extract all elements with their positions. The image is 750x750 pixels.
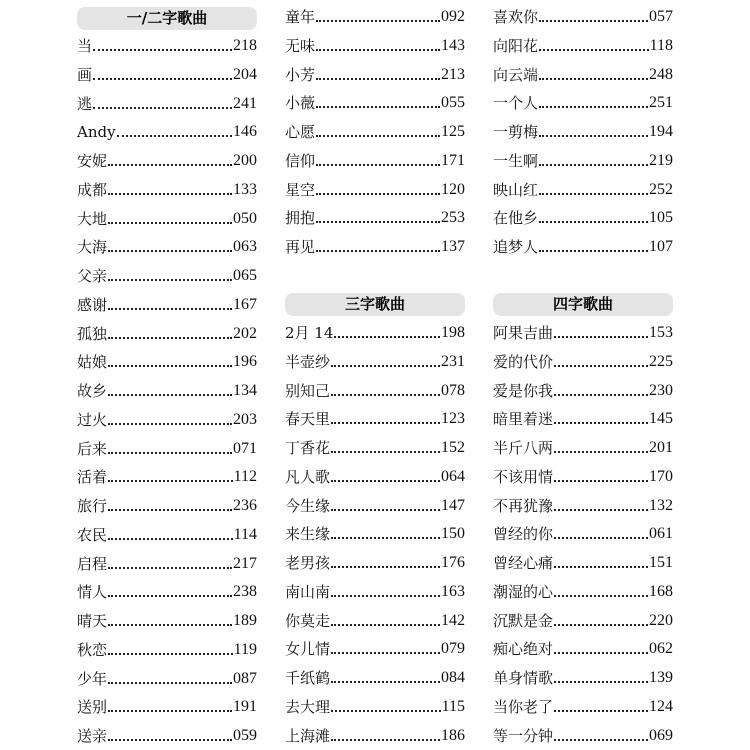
page-number: 236 [233, 497, 257, 514]
page-number: 055 [441, 94, 465, 112]
dot-leader [554, 480, 648, 482]
dot-leader [539, 135, 648, 137]
page-number: 251 [649, 94, 673, 112]
page-number: 163 [441, 582, 465, 600]
index-entry [77, 180, 257, 200]
page-number: 176 [441, 554, 465, 571]
dot-leader [331, 422, 440, 424]
index-entry [493, 409, 673, 429]
dot-leader [539, 20, 648, 22]
song-title: 向阳花 [493, 36, 539, 55]
page-number: 084 [441, 669, 465, 686]
page-number: 150 [441, 525, 465, 543]
song-title: 再见 [285, 238, 316, 256]
page-number: 071 [233, 439, 257, 457]
song-title: 旅行 [77, 497, 108, 515]
index-entry [493, 180, 673, 200]
dot-leader [316, 221, 440, 223]
dot-leader [554, 451, 648, 453]
song-title: 追梦人 [493, 238, 539, 256]
song-title: 孤独 [77, 324, 108, 343]
song-title: 父亲 [77, 267, 108, 285]
song-title: 单身情歌 [493, 669, 554, 687]
page-number: 152 [441, 439, 465, 456]
index-entry [77, 467, 257, 487]
dot-leader [331, 652, 440, 654]
page-number: 146 [233, 123, 257, 141]
song-title: 逃 [77, 94, 93, 113]
page-number: 079 [441, 640, 465, 658]
index-entry [77, 669, 257, 689]
dot-leader [108, 538, 233, 540]
index-entry [77, 439, 257, 459]
index-entry [77, 65, 257, 85]
song-title: 去大理 [285, 697, 331, 716]
song-title: 成都 [77, 180, 108, 199]
index-entry [285, 409, 465, 429]
dot-leader [554, 537, 648, 539]
index-entry [77, 410, 257, 430]
page-number: 115 [441, 697, 465, 715]
dot-leader [539, 78, 648, 80]
dot-leader [117, 135, 232, 137]
song-title: 春天里 [285, 410, 331, 429]
page-number: 186 [441, 726, 465, 744]
index-entry [77, 496, 257, 516]
dot-leader [108, 682, 232, 684]
index-entry [77, 295, 257, 315]
song-title: 送亲 [77, 727, 108, 745]
index-entry [493, 122, 673, 142]
index-entry [77, 122, 257, 142]
page-number: 064 [441, 467, 465, 485]
song-title: 后来 [77, 439, 108, 458]
song-title: 农民 [77, 525, 108, 544]
dot-leader [554, 394, 648, 396]
dot-leader [539, 106, 648, 108]
song-title: 在他乡 [493, 209, 539, 228]
page-number: 189 [233, 612, 257, 629]
dot-leader [554, 336, 648, 338]
dot-leader [108, 337, 232, 339]
index-entry [493, 237, 673, 257]
page-number: 203 [233, 410, 257, 428]
song-title: 星空 [285, 180, 316, 199]
dot-leader [331, 739, 440, 741]
page-number: 124 [649, 697, 673, 715]
page-number: 153 [649, 324, 673, 341]
song-title: 暗里着迷 [493, 410, 554, 429]
index-entry [493, 36, 673, 56]
song-title: 千纸鹤 [285, 669, 331, 687]
song-title: 爱的代价 [493, 352, 554, 371]
song-title: 童年 [285, 8, 316, 26]
page-number: 219 [649, 151, 673, 169]
page-number: 168 [649, 582, 673, 600]
index-entry [493, 611, 673, 631]
index-entry [493, 323, 673, 343]
song-title: 阿果吉曲 [493, 324, 554, 342]
page-number: 143 [441, 36, 465, 54]
index-entry [285, 151, 465, 171]
page-number: 218 [233, 37, 257, 54]
index-entry [493, 438, 673, 458]
song-title: 半斤八两 [493, 439, 554, 457]
song-title: 丁香花 [285, 439, 331, 457]
index-entry [77, 525, 257, 545]
page-number: 225 [649, 352, 673, 370]
index-entry [493, 381, 673, 401]
index-entry [285, 496, 465, 516]
index-entry [285, 381, 465, 401]
page-number: 057 [649, 8, 673, 25]
dot-leader [316, 250, 440, 252]
dot-leader [331, 451, 440, 453]
index-entry [77, 266, 257, 286]
page-number: 231 [441, 352, 465, 370]
page-number: 078 [441, 381, 465, 399]
index-entry [285, 438, 465, 458]
dot-leader [316, 164, 440, 166]
dot-leader [554, 624, 648, 626]
page-number: 105 [649, 209, 673, 227]
song-title: 过火 [77, 410, 108, 429]
page-number: 151 [649, 554, 673, 571]
dot-leader [331, 509, 440, 511]
dot-leader [554, 509, 648, 511]
dot-leader [108, 365, 232, 367]
index-entry [285, 726, 465, 746]
index-entry [493, 65, 673, 85]
page-number: 201 [649, 439, 673, 456]
dot-leader [539, 164, 648, 166]
page-number: 133 [233, 180, 257, 198]
song-title: 小薇 [285, 94, 316, 113]
dot-leader [331, 681, 440, 683]
page-number: 191 [233, 698, 257, 716]
dot-leader [334, 336, 440, 338]
page-number: 118 [649, 36, 673, 54]
dot-leader [108, 710, 232, 712]
dot-leader [108, 452, 232, 454]
dot-leader [316, 193, 440, 195]
song-title: 当 [77, 37, 93, 55]
song-title: 小芳 [285, 65, 316, 84]
index-entry [285, 93, 465, 113]
section-header: 三字歌曲 [285, 293, 465, 316]
song-title: 来生缘 [285, 525, 331, 544]
index-entry [77, 237, 257, 257]
song-title: 喜欢你 [493, 8, 539, 26]
song-title: 感谢 [77, 295, 108, 314]
index-entry [285, 553, 465, 573]
song-title: 上海滩 [285, 726, 331, 745]
page-number: 050 [233, 209, 257, 227]
dot-leader [93, 49, 232, 51]
index-entry [77, 611, 257, 631]
song-title: 安妮 [77, 152, 108, 170]
song-title: 曾经的你 [493, 525, 554, 544]
song-title: 沉默是金 [493, 611, 554, 630]
song-title: 画 [77, 65, 93, 84]
song-title: 南山南 [285, 582, 331, 601]
song-title: Andy [77, 123, 116, 142]
index-entry [285, 697, 465, 717]
dot-leader [554, 652, 648, 654]
page-number: 065 [233, 267, 257, 284]
song-title: 曾经心痛 [493, 554, 554, 572]
section-header: 四字歌曲 [493, 293, 673, 316]
index-entry [493, 697, 673, 717]
dot-leader [108, 653, 233, 655]
song-title: 向云端 [493, 65, 539, 84]
song-title: 不再犹豫 [493, 496, 554, 515]
dot-leader [108, 222, 232, 224]
index-entry [77, 209, 257, 229]
song-title: 启程 [77, 554, 108, 573]
page-number: 198 [441, 324, 465, 341]
page-number: 252 [649, 180, 673, 198]
index-entry [285, 65, 465, 85]
index-entry [493, 7, 673, 27]
page-number: 137 [441, 238, 465, 255]
dot-leader [108, 595, 232, 597]
page-number: 230 [649, 381, 673, 399]
page-number: 196 [233, 353, 257, 371]
dot-leader [93, 78, 232, 80]
page-number: 248 [649, 65, 673, 83]
dot-leader [539, 49, 649, 51]
page-number: 139 [649, 669, 673, 686]
song-title: 送别 [77, 698, 108, 717]
index-entry [77, 640, 257, 660]
dot-leader [316, 135, 440, 137]
dot-leader [108, 423, 232, 425]
page-number: 238 [233, 583, 257, 601]
song-title: 一个人 [493, 94, 539, 113]
song-title: 你莫走 [285, 611, 331, 630]
dot-leader [108, 394, 232, 396]
dot-leader [331, 710, 441, 712]
dot-leader [108, 480, 233, 482]
song-title: 一生啊 [493, 151, 539, 170]
page-number: 061 [649, 525, 673, 543]
index-entry [77, 352, 257, 372]
song-title: 今生缘 [285, 496, 331, 515]
index-entry [493, 524, 673, 544]
index-entry [285, 582, 465, 602]
index-entry [493, 668, 673, 688]
dot-leader [554, 595, 648, 597]
page-number: 132 [649, 496, 673, 514]
dot-leader [316, 49, 440, 51]
page-number: 142 [441, 611, 465, 629]
song-title: 秋恋 [77, 640, 108, 659]
index-entry [493, 553, 673, 573]
dot-leader [331, 624, 440, 626]
page-number: 241 [233, 94, 257, 112]
index-entry [285, 467, 465, 487]
index-entry [285, 208, 465, 228]
page-number: 125 [441, 123, 465, 140]
index-entry [493, 352, 673, 372]
page-number: 217 [233, 554, 257, 572]
song-title: 拥抱 [285, 209, 316, 228]
dot-leader [539, 221, 648, 223]
dot-leader [331, 595, 440, 597]
song-title: 不该用情 [493, 467, 554, 486]
song-title: 映山红 [493, 180, 539, 199]
song-title: 晴天 [77, 612, 108, 630]
index-entry [285, 237, 465, 257]
page-number: 147 [441, 496, 465, 514]
index-entry [285, 611, 465, 631]
page-number: 204 [233, 65, 257, 83]
song-title: 痴心绝对 [493, 640, 554, 659]
index-entry [285, 122, 465, 142]
dot-leader [108, 308, 232, 310]
dot-leader [539, 193, 648, 195]
dot-leader [316, 106, 440, 108]
song-title: 一剪梅 [493, 123, 539, 141]
dot-leader [539, 250, 648, 252]
page-number: 107 [649, 238, 673, 255]
index-entry [77, 697, 257, 717]
index-entry [285, 668, 465, 688]
index-entry [285, 36, 465, 56]
page-number: 123 [441, 410, 465, 428]
index-entry [493, 93, 673, 113]
dot-leader [331, 394, 440, 396]
song-title: 爱是你我 [493, 381, 554, 400]
page-number: 114 [233, 525, 257, 543]
index-entry [285, 352, 465, 372]
song-title: 凡人歌 [285, 467, 331, 486]
dot-leader [93, 107, 232, 109]
index-entry [77, 554, 257, 574]
dot-leader [316, 78, 440, 80]
index-entry [77, 381, 257, 401]
dot-leader [316, 20, 440, 22]
dot-leader [108, 567, 232, 569]
section-header: 一/二字歌曲 [77, 7, 257, 30]
song-title: 大地 [77, 209, 108, 228]
index-entry [493, 208, 673, 228]
index-entry [77, 726, 257, 746]
dot-leader [554, 681, 648, 683]
page-number: 062 [649, 640, 673, 658]
dot-leader [554, 365, 648, 367]
page-number: 253 [441, 209, 465, 227]
song-title: 故乡 [77, 382, 108, 400]
song-title: 姑娘 [77, 353, 108, 372]
song-title: 2月 14 [285, 324, 334, 342]
dot-leader [108, 624, 232, 626]
page-number: 220 [649, 611, 673, 629]
song-title: 别知己 [285, 381, 331, 400]
dot-leader [554, 739, 648, 741]
page-number: 145 [649, 410, 673, 428]
page-number: 202 [233, 324, 257, 342]
song-title: 半壶纱 [285, 352, 331, 371]
index-entry [493, 496, 673, 516]
page-number: 059 [233, 727, 257, 744]
dot-leader [108, 739, 232, 741]
dot-leader [554, 566, 648, 568]
dot-leader [108, 509, 232, 511]
dot-leader [331, 537, 440, 539]
song-title: 心愿 [285, 123, 316, 141]
dot-leader [331, 480, 440, 482]
index-entry [285, 323, 465, 343]
index-entry [493, 639, 673, 659]
index-entry [77, 36, 257, 56]
page-number: 119 [233, 640, 257, 658]
page-number: 112 [233, 468, 257, 486]
index-entry [493, 467, 673, 487]
index-entry [493, 726, 673, 746]
song-title: 无味 [285, 36, 316, 55]
song-title: 少年 [77, 669, 108, 688]
song-title: 当你老了 [493, 697, 554, 716]
page-number: 170 [649, 467, 673, 485]
song-title: 潮湿的心 [493, 582, 554, 601]
dot-leader [331, 365, 440, 367]
dot-leader [108, 279, 232, 281]
page-number: 087 [233, 669, 257, 687]
index-entry [77, 582, 257, 602]
index-entry [493, 582, 673, 602]
song-title: 活着 [77, 468, 108, 487]
page-number: 167 [233, 295, 257, 313]
page-number: 092 [441, 8, 465, 25]
dot-leader [108, 193, 232, 195]
song-title: 大海 [77, 238, 108, 257]
page-number: 069 [649, 726, 673, 744]
dot-leader [108, 164, 232, 166]
index-entry [285, 639, 465, 659]
dot-leader [554, 710, 648, 712]
page-number: 063 [233, 238, 257, 256]
page-number: 134 [233, 382, 257, 399]
index-entry [285, 7, 465, 27]
index-entry [493, 151, 673, 171]
index-entry [285, 524, 465, 544]
index-entry [77, 94, 257, 114]
dot-leader [108, 250, 232, 252]
song-title: 信仰 [285, 151, 316, 170]
song-title: 情人 [77, 583, 108, 602]
index-entry [77, 151, 257, 171]
index-entry [77, 324, 257, 344]
page-number: 120 [441, 180, 465, 198]
page-number: 200 [233, 152, 257, 169]
song-title: 女儿情 [285, 640, 331, 659]
page-number: 171 [441, 151, 465, 169]
song-title: 等一分钟 [493, 726, 554, 745]
dot-leader [331, 566, 440, 568]
index-entry [285, 180, 465, 200]
dot-leader [554, 422, 648, 424]
page-number: 194 [649, 123, 673, 140]
song-title: 老男孩 [285, 554, 331, 572]
page-number: 213 [441, 65, 465, 83]
